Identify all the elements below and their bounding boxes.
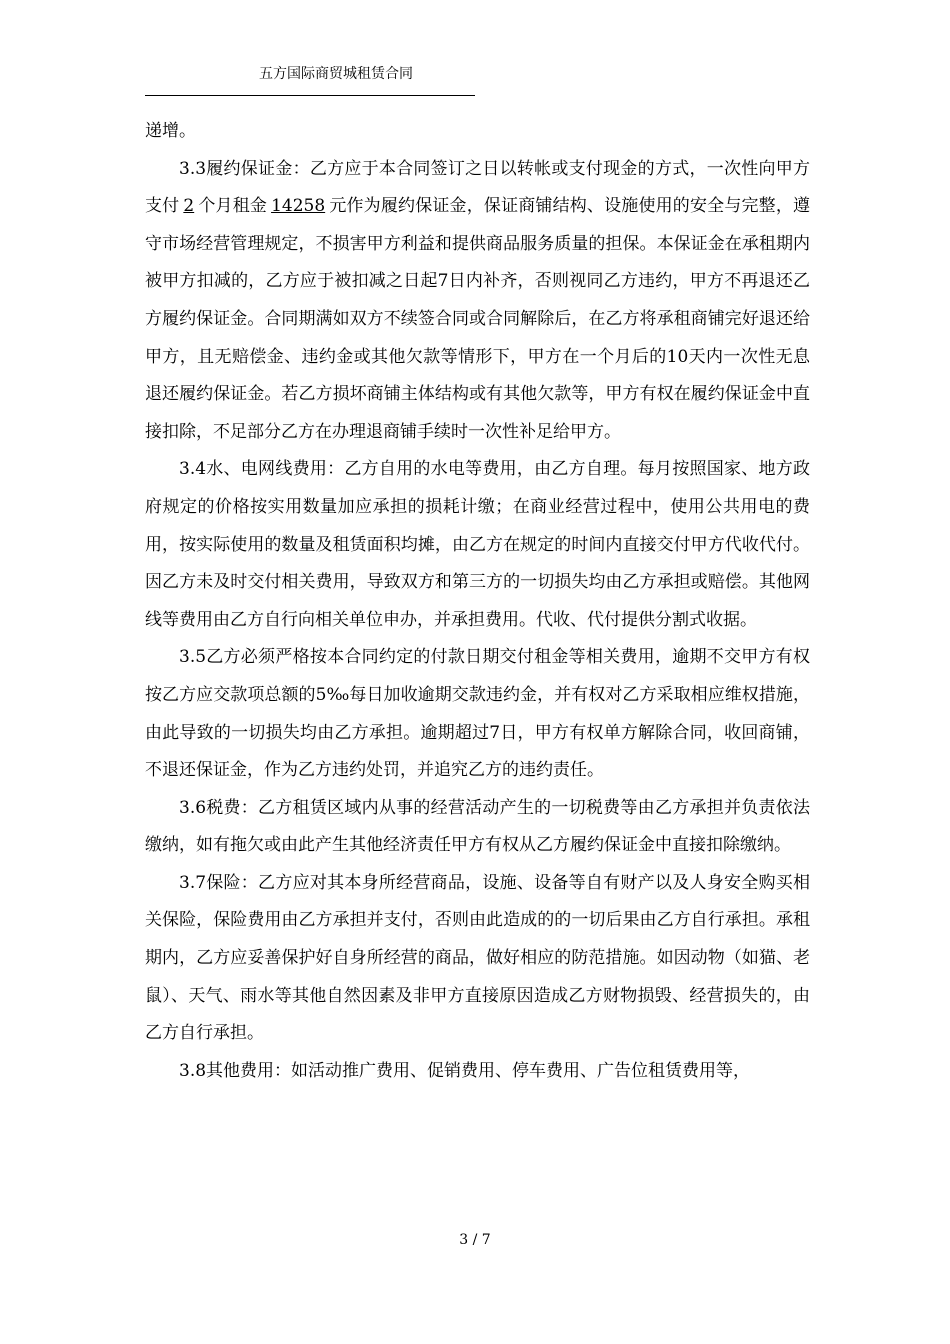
- paragraph-performance-deposit: [145, 151, 810, 452]
- paragraph-late-payment: 3.5乙方必须严格按本合同约定的付款日期交付租金等相关费用，逾期不交甲方有权按乙方应交款项总额的5‰每日加收逾期交款违约金，并有权对乙方采取相应维权措施，由此导致的一切损失均由乙方承担。逾期超过7日，甲方有权单方解除合同，收回商铺，不退还保证金，作为乙方违约处罚，并追究乙方的违约责任。: [145, 647, 810, 781]
- paragraph-utilities: 3.4水、电网线费用：乙方自用的水电等费用，由乙方自理。每月按照国家、地方政府规定的价格按实用数量加应承担的损耗计缴；在商业经营过程中，使用公共用电的费用，按实际使用的数量及租赁面积均摊，由乙方在规定的时间内直接交付甲方代收代付。因乙方未及时交付相关费用，导致双方和第三方的一切损失均由乙方承担或赔偿。其他网线等费用由乙方自行向相关单位申办，并承担费用。代收、代付提供分割式收据。: [145, 459, 810, 630]
- page-number: 3 / 7: [459, 1232, 491, 1248]
- paragraph-taxes: 3.6税费：乙方租赁区域内从事的经营活动产生的一切税费等由乙方承担并负责依法缴纳，如有拖欠或由此产生其他经济责任甲方有权从乙方履约保证金中直接扣除缴纳。: [145, 797, 810, 856]
- paragraph-insurance: 3.7保险：乙方应对其本身所经营商品，设施、设备等自有财产以及人身安全购买相关保险，保险费用由乙方承担并支付，否则由此造成的的一切后果由乙方自行承担。承租期内，乙方应妥善保护好自身所经营的商品，做好相应的防范措施。如因动物（如猫、老鼠）、天气、雨水等其他自然因素及非甲方直接原因造成乙方财物损毁、经营损失的，由乙方自行承担。: [145, 872, 810, 1044]
- deposit-months: 2: [183, 196, 195, 217]
- deposit-text-b: 个月租金: [198, 196, 268, 217]
- contract-body: [145, 113, 810, 1090]
- paragraph-other-fees: 3.8其他费用：如活动推广费用、促销费用、停车费用、广告位租赁费用等，: [179, 1060, 751, 1081]
- deposit-text-c: 元作为履约保证金，保证商铺结构、设施使用的安全与完整，遵守市场经营管理规定，不损害甲方利益和提供商品服务质量的担保。本保证金在承租期内被甲方扣减的，乙方应于被扣减之日起7日内补齐，否则视同乙方违约，甲方不再退还乙方履约保证金。合同期满如双方不续签合同或合同解除后，在乙方将承租商铺完好退还给甲方，且无赔偿金、违约金或其他欠款等情形下，甲方在一个月后的10天内一次性无息退还履约保证金。若乙方损坏商铺主体结构或有其他欠款等，甲方有权在履约保证金中直接扣除，不足部分乙方在办理退商铺手续时一次性补足给甲方。: [145, 196, 811, 442]
- deposit-text-a: 3.3履约保证金：乙方应于本合同签订之日以转帐或支付现金的方式，一次性向甲方支付: [145, 158, 810, 217]
- page-header-title: 五方国际商贸城租赁合同: [259, 66, 413, 82]
- deposit-amount: 14258: [271, 196, 326, 217]
- paragraph-continuation: 递增。: [145, 121, 196, 141]
- header-divider: [145, 95, 475, 96]
